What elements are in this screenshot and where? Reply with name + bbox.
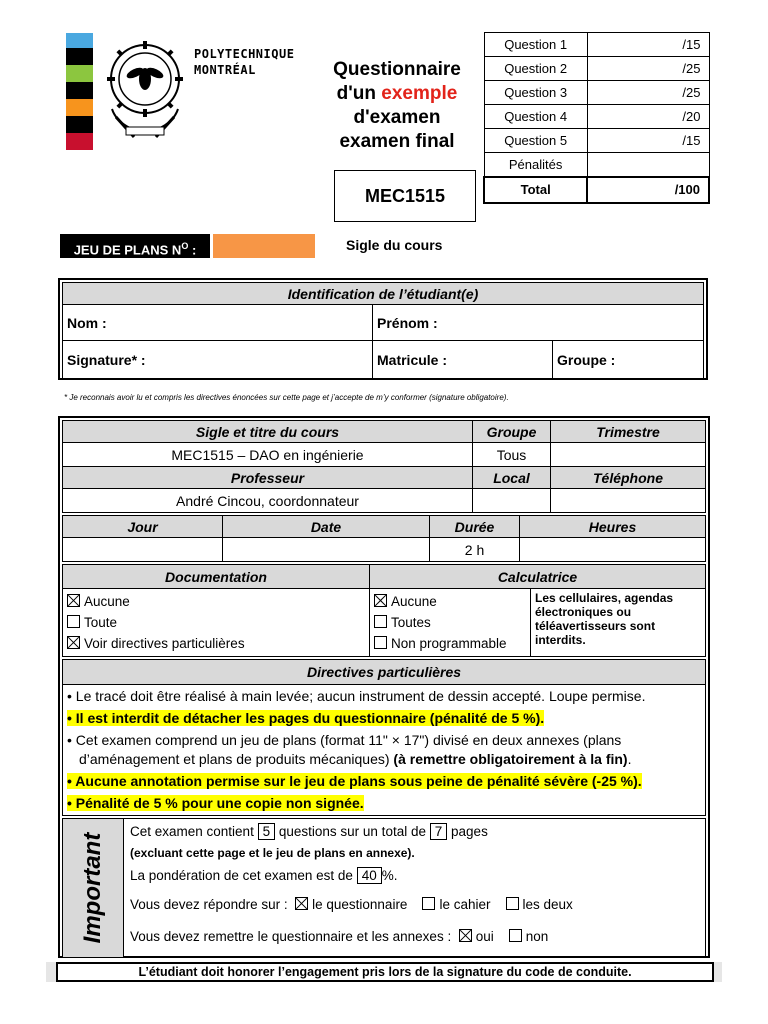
professeur-value: André Cincou, coordonnateur	[63, 489, 473, 513]
score-row	[484, 81, 709, 105]
logo-text-line1: POLYTECHNIQUE	[194, 47, 295, 61]
directive-4: • Aucune annotation permise sur le jeu de plans sous peine de pénalité sévère (-25 %).	[67, 773, 642, 789]
important-label-cell	[63, 819, 124, 957]
non-checkbox[interactable]	[509, 929, 522, 942]
materials-table	[62, 564, 706, 657]
sigle-header: Sigle et titre du cours	[63, 421, 473, 443]
jour-value	[63, 538, 223, 562]
date-value	[223, 538, 430, 562]
directive-3: • Cet examen comprend un jeu de plans (format 11" × 17") divisé en deux annexes (plans d’aménagement et plans de produits mécaniques) (à remettre obligatoirement à la fin).	[67, 732, 632, 767]
checkbox[interactable]	[67, 636, 80, 649]
score-max[interactable]	[587, 153, 709, 177]
score-max[interactable]: /25	[587, 57, 709, 81]
exam-info-section	[58, 416, 710, 958]
score-label: Question 3	[484, 81, 587, 105]
date-header: Date	[223, 516, 430, 538]
jeu-de-plans	[60, 234, 315, 258]
ponderation-value: 40	[357, 867, 382, 884]
jour-header: Jour	[63, 516, 223, 538]
oui-checkbox[interactable]	[459, 929, 472, 942]
duree-value: 2 h	[430, 538, 520, 562]
calculatrice-note: Les cellulaires, agendas électroniques ou téléavertisseurs sont interdits.	[531, 589, 706, 657]
score-row	[484, 57, 709, 81]
score-total-max[interactable]: /100	[587, 177, 709, 203]
directive-5: • Pénalité de 5 % pour une copie non signée.	[67, 795, 364, 811]
title-line4: examen final	[339, 131, 455, 152]
jeu-de-plans-label: JEU DE PLANS $N^O$ :	[60, 234, 210, 258]
score-row	[484, 33, 709, 57]
checkbox[interactable]	[374, 594, 387, 607]
deux-checkbox[interactable]	[506, 897, 519, 910]
identification-header: Identification de l’étudiant(e)	[63, 283, 704, 305]
important-line-1: Cet examen contient 5 questions sur un total de 7 pages	[130, 824, 488, 839]
score-label: Question 1	[484, 33, 587, 57]
option-label: Aucune	[391, 594, 437, 609]
calculatrice-option[interactable]	[374, 591, 526, 612]
prenom-field[interactable]: Prénom :	[373, 305, 704, 341]
cahier-checkbox[interactable]	[422, 897, 435, 910]
important-line-3: La pondération de cet examen est de 40 %.	[130, 868, 398, 883]
heures-header: Heures	[520, 516, 706, 538]
title-line1: Questionnaire	[333, 59, 461, 80]
groupe-header: Groupe	[473, 421, 551, 443]
calculatrice-options	[370, 589, 531, 657]
important-line-5: Vous devez remettre le questionnaire et les annexes : oui non	[130, 929, 549, 944]
checkbox[interactable]	[67, 594, 80, 607]
checkbox[interactable]	[374, 615, 387, 628]
trimestre-header: Trimestre	[551, 421, 706, 443]
telephone-header: Téléphone	[551, 467, 706, 489]
checkbox[interactable]	[374, 636, 387, 649]
checkbox[interactable]	[67, 615, 80, 628]
score-row	[484, 153, 709, 177]
page-count: 7	[430, 823, 448, 840]
score-max[interactable]: /25	[587, 81, 709, 105]
score-row	[484, 105, 709, 129]
directives-header: Directives particulières	[63, 660, 705, 685]
logo	[66, 33, 306, 151]
score-total-label: Total	[484, 177, 587, 203]
nom-field[interactable]: Nom :	[63, 305, 373, 341]
option-label: Non programmable	[391, 636, 507, 651]
schedule-table	[62, 515, 706, 562]
course-code-box	[334, 170, 476, 222]
course-code: MEC1515	[364, 185, 446, 206]
telephone-value	[551, 489, 706, 513]
important-section	[62, 818, 706, 958]
logo-color-bar	[66, 33, 93, 150]
directive-2: • Il est interdit de détacher les pages du questionnaire (pénalité de 5 %).	[67, 710, 545, 726]
score-total-row	[484, 177, 709, 203]
score-label: Pénalités	[484, 153, 587, 177]
option-label: Voir directives particulières	[84, 636, 245, 651]
documentation-header: Documentation	[63, 565, 370, 589]
score-max[interactable]: /20	[587, 105, 709, 129]
option-label: Toutes	[391, 615, 431, 630]
directive-1: • Le tracé doit être réalisé à main levée; aucun instrument de dessin accepté. Loupe permise.	[67, 688, 646, 704]
important-line-4: Vous devez répondre sur : le questionnaire le cahier les deux	[130, 897, 573, 912]
footer-engagement: L’étudiant doit honorer l’engagement pris lors de la signature du code de conduite.	[56, 962, 714, 982]
option-label: Aucune	[84, 594, 130, 609]
title-line2: d'un exemple	[336, 83, 458, 104]
score-table	[483, 32, 710, 204]
sigle-value: MEC1515 – DAO en ingénierie	[63, 443, 473, 467]
matricule-field[interactable]: Matricule :	[373, 341, 553, 379]
important-line-2: (excluant cette page et le jeu de plans en annexe).	[130, 846, 415, 860]
course-code-caption: Sigle du cours	[346, 237, 443, 253]
groupe-field[interactable]: Groupe :	[553, 341, 704, 379]
questionnaire-checkbox[interactable]	[295, 897, 308, 910]
signature-footnote: * Je reconnais avoir lu et compris les directives énoncées sur cette page et j’accepte de m’y conformer (signature obligatoire).	[64, 393, 509, 402]
duree-header: Durée	[430, 516, 520, 538]
documentation-option[interactable]	[67, 612, 365, 633]
documentation-options	[63, 589, 370, 657]
exam-title	[320, 58, 474, 154]
calculatrice-option[interactable]	[374, 633, 526, 654]
title-line3: d'examen	[353, 107, 441, 128]
question-count: 5	[258, 823, 276, 840]
local-header: Local	[473, 467, 551, 489]
calculatrice-option[interactable]	[374, 612, 526, 633]
score-max[interactable]: /15	[587, 129, 709, 153]
course-table	[62, 420, 706, 513]
jeu-de-plans-field[interactable]	[213, 234, 315, 258]
professeur-header: Professeur	[63, 467, 473, 489]
directives-section	[62, 659, 706, 816]
polytechnique-seal-icon	[104, 39, 186, 143]
trimestre-value	[551, 443, 706, 467]
local-value	[473, 489, 551, 513]
score-label: Question 4	[484, 105, 587, 129]
score-row	[484, 129, 709, 153]
groupe-value: Tous	[473, 443, 551, 467]
documentation-option[interactable]	[67, 591, 365, 612]
score-label: Question 5	[484, 129, 587, 153]
score-label: Question 2	[484, 57, 587, 81]
identification-section	[58, 278, 708, 380]
logo-text-line2: MONTRÉAL	[194, 63, 256, 77]
documentation-option[interactable]	[67, 633, 365, 654]
heures-value	[520, 538, 706, 562]
score-max[interactable]: /15	[587, 33, 709, 57]
calculatrice-header: Calculatrice	[370, 565, 706, 589]
important-label: Important	[79, 832, 106, 944]
signature-field[interactable]: Signature* :	[63, 341, 373, 379]
option-label: Toute	[84, 615, 118, 630]
